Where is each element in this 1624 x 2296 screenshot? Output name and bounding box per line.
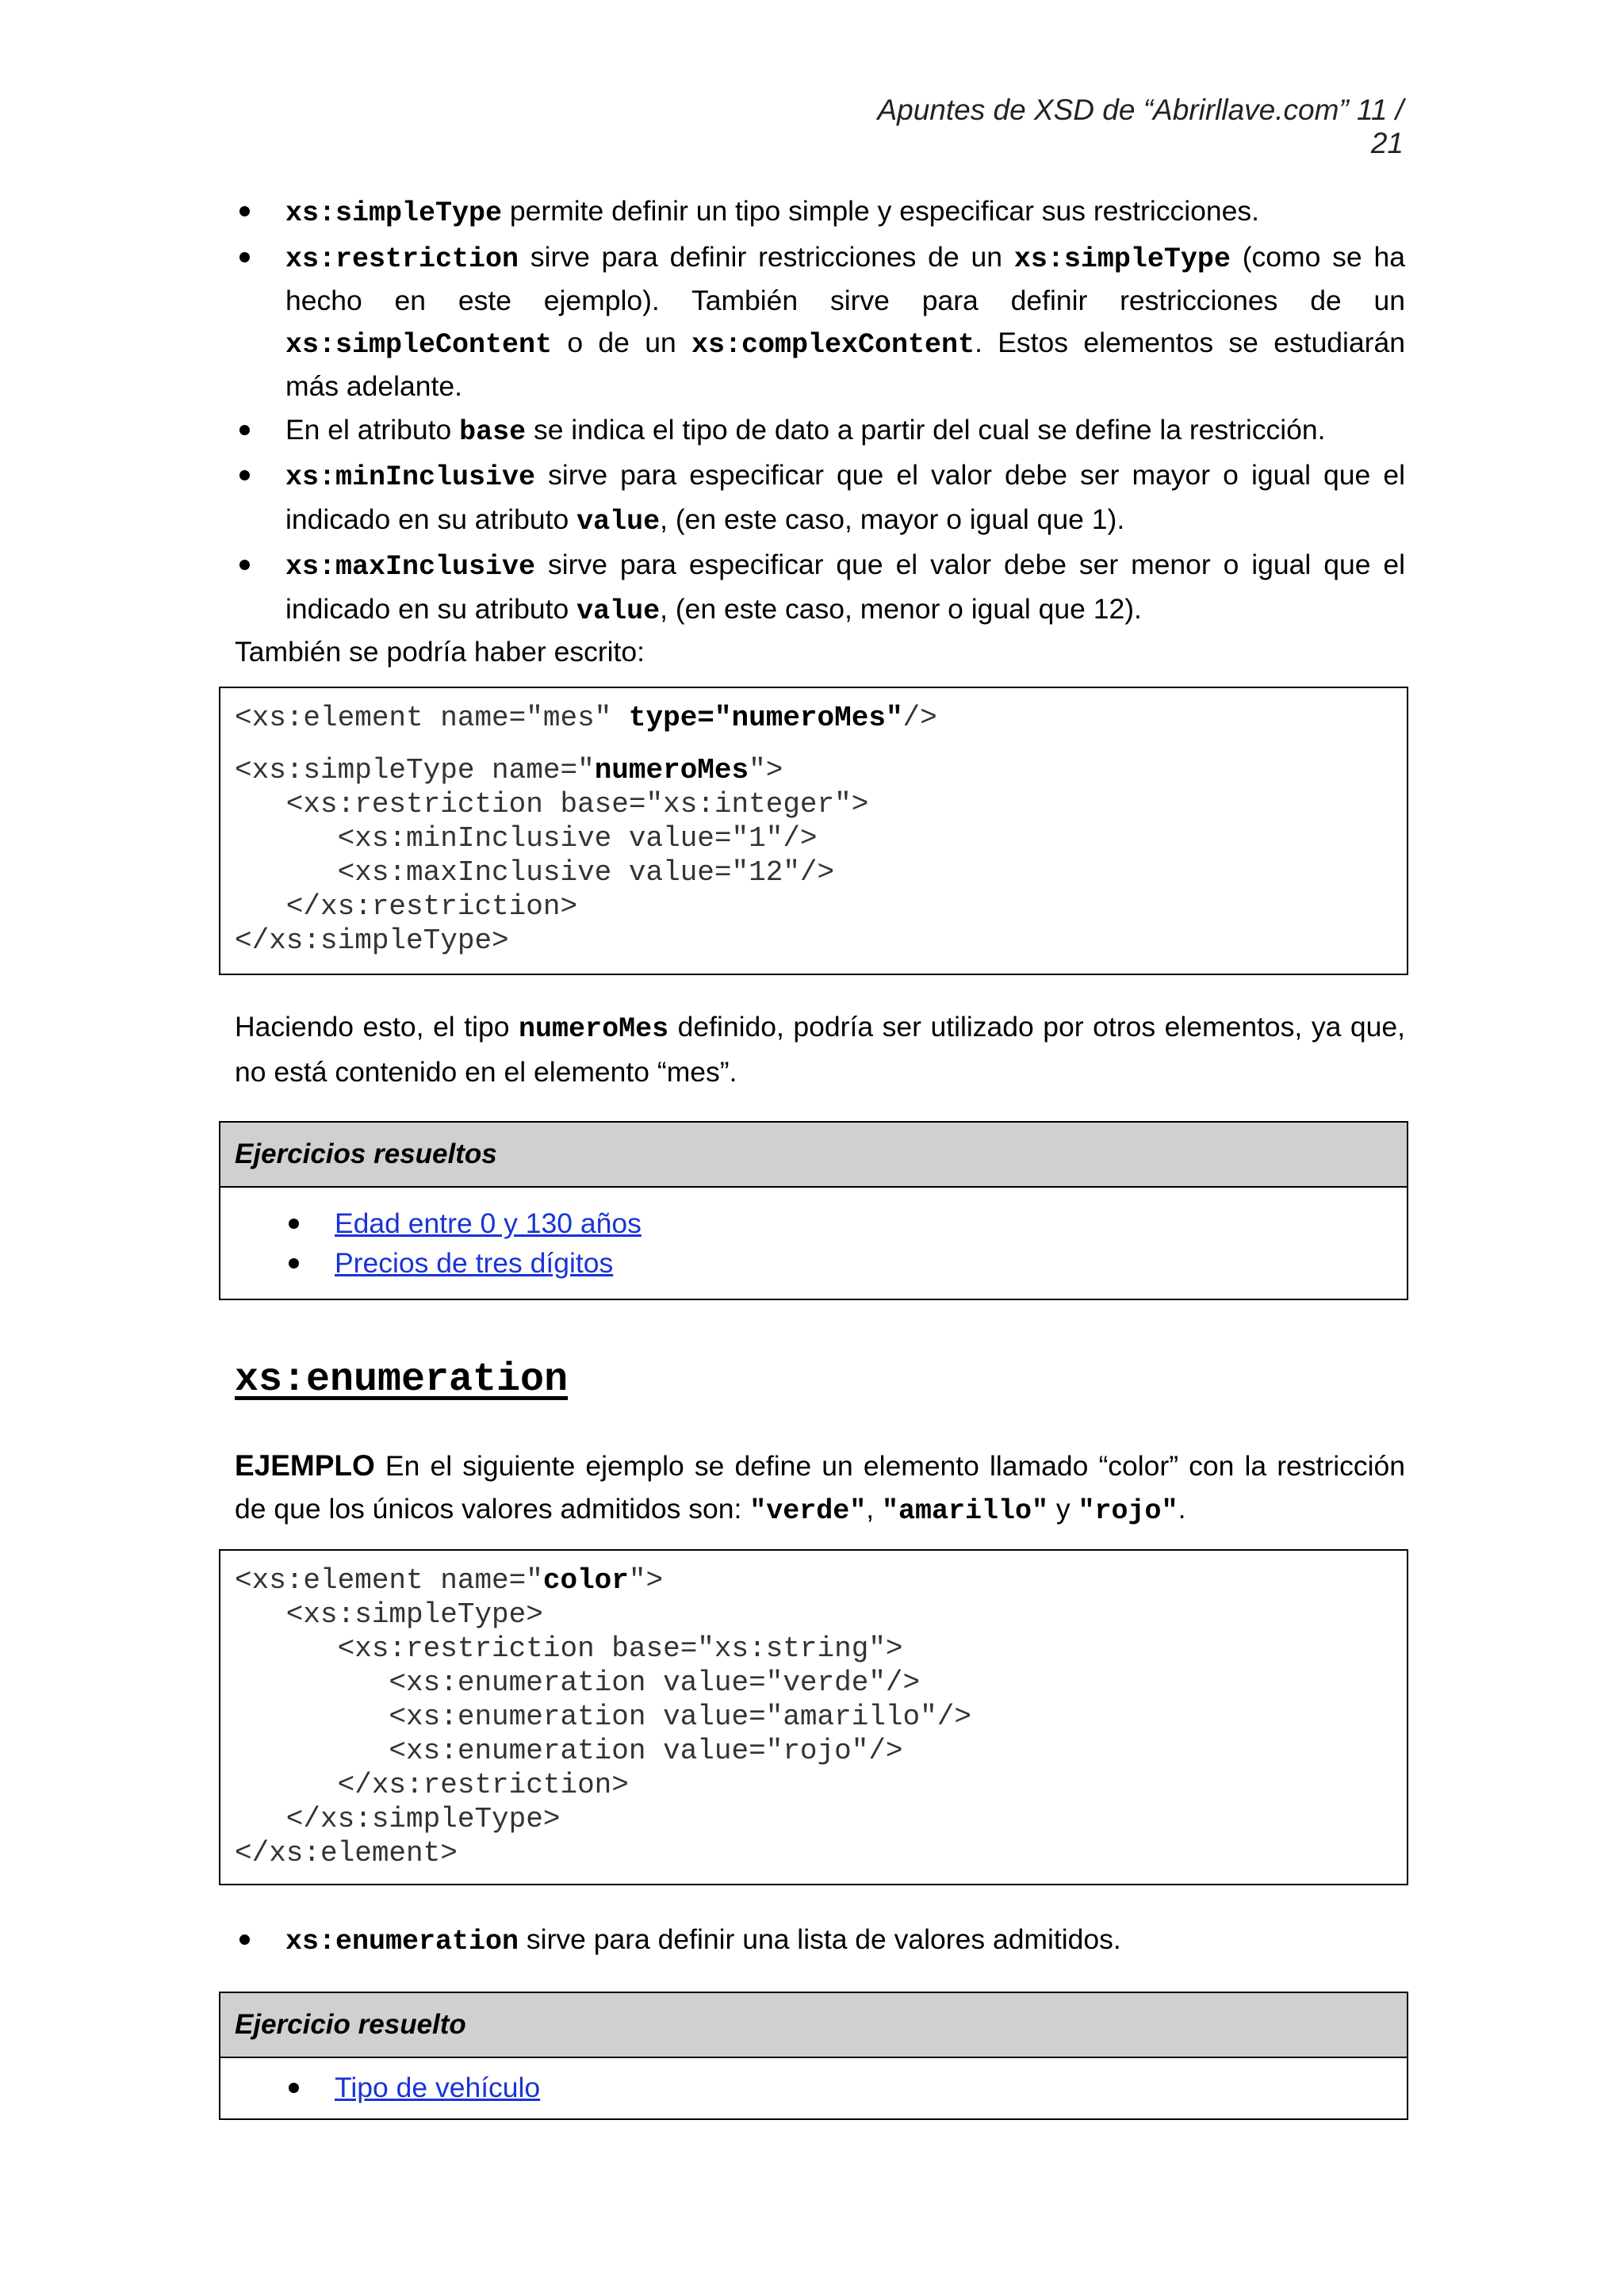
code-spacer (235, 735, 1392, 753)
code-line: <xs:restriction base="xs:string"> (235, 1632, 903, 1665)
list-item (335, 1203, 1407, 1243)
code-term: xs:complexContent (691, 328, 975, 361)
code-line: <xs:maxInclusive value="12"/> (235, 856, 835, 889)
exercise-links (220, 2068, 1407, 2107)
code-line: <xs:simpleType> (235, 1598, 543, 1631)
para-text: Haciendo esto, el tipo (235, 1011, 519, 1043)
code-line: </xs:simpleType> (235, 924, 509, 957)
code-term: xs:restriction (285, 243, 519, 275)
exercise-box (219, 1992, 1408, 2120)
code-line (235, 753, 1392, 787)
code-line: <xs:restriction base="xs:integer"> (235, 788, 869, 821)
code-term: "verde" (749, 1495, 867, 1527)
item-text: En el atributo (285, 413, 460, 446)
code-term: numeroMes (519, 1013, 669, 1045)
para-text: En el siguiente ejemplo se define un elemento llamado “color” con la restricción de que los únicos valores admitidos son: (235, 1450, 1405, 1525)
code-line: <xs:enumeration value="rojo"/> (235, 1735, 903, 1767)
para-text: . (1178, 1493, 1186, 1525)
item-text: (como se ha hecho en este ejemplo). También sirve para definir restricciones de un (285, 240, 1405, 316)
code-line: </xs:restriction> (235, 890, 578, 923)
item-text: , (en este caso, menor o igual que 12). (660, 592, 1142, 625)
exercise-box-title: Ejercicio resuelto (220, 1993, 1407, 2058)
para-text: definido, podría ser utilizado por otros elementos, ya que, no está contenido en el elemento “mes”. (235, 1011, 1405, 1088)
code-span: "> (749, 754, 783, 786)
list-item (285, 236, 1405, 408)
page-header (841, 94, 1404, 160)
item-text: sirve para especificar que el valor debe ser menor o igual que el indicado en su atributo (285, 549, 1405, 625)
section-heading: xs:enumeration (235, 1357, 569, 1402)
code-span: /> (902, 702, 937, 734)
code-term: xs:simpleType (285, 197, 503, 229)
item-text: . Estos elementos se estudiarán más adelante. (285, 326, 1405, 402)
code-term: "amarillo" (882, 1495, 1049, 1527)
code-line: </xs:simpleType> (235, 1803, 561, 1835)
code-span: <xs:element name="mes" (235, 702, 629, 734)
paragraph-ejemplo (235, 1445, 1405, 1533)
list-item (285, 454, 1405, 542)
list-item (285, 544, 1405, 632)
code-line: <xs:minInclusive value="1"/> (235, 822, 818, 855)
code-span-bold: type="numeroMes" (628, 702, 903, 734)
code-span: "> (628, 1564, 664, 1597)
exercise-link-precios[interactable]: Precios de tres dígitos (335, 1247, 614, 1279)
code-term: value (576, 595, 661, 627)
code-line (235, 1563, 1392, 1598)
paragraph-tambien: También se podría haber escrito: (235, 636, 645, 668)
code-span-bold: color (542, 1564, 629, 1597)
list-item (285, 409, 1405, 453)
code-term: xs:maxInclusive (285, 551, 536, 583)
exercise-box-body (220, 2058, 1407, 2118)
exercises-box (219, 1121, 1408, 1300)
code-line: <xs:enumeration value="amarillo"/> (235, 1701, 971, 1733)
item-text: , (en este caso, mayor o igual que 1). (660, 503, 1125, 535)
code-span: <xs:element name=" (235, 1564, 543, 1597)
exercises-box-body (220, 1188, 1407, 1294)
enumeration-list (285, 1919, 1405, 1965)
code-line (235, 701, 1392, 735)
header-page-number: 11 / 21 (1357, 94, 1404, 159)
item-text: sirve para definir una lista de valores admitidos. (519, 1923, 1121, 1955)
item-text: sirve para definir restricciones de un (519, 240, 1014, 273)
code-block-numeromes (219, 687, 1408, 975)
exercise-link-edad[interactable]: Edad entre 0 y 130 años (335, 1207, 642, 1239)
exercises-box-title: Ejercicios resueltos (220, 1123, 1407, 1188)
code-term: "rojo" (1078, 1495, 1178, 1527)
list-item (285, 190, 1405, 235)
code-term: xs:simpleType (1013, 243, 1231, 275)
code-line: </xs:restriction> (235, 1769, 629, 1801)
code-term: xs:simpleContent (285, 328, 553, 361)
item-text: o de un (552, 326, 691, 358)
example-label: EJEMPLO (235, 1449, 375, 1482)
code-line: <xs:enumeration value="verde"/> (235, 1667, 921, 1699)
code-span-bold: numeroMes (594, 754, 749, 786)
item-text: sirve para especificar que el valor debe ser mayor o igual que el indicado en su atributo (285, 459, 1405, 535)
code-line: </xs:element> (235, 1837, 458, 1869)
para-text: , (866, 1493, 882, 1525)
item-text: permite definir un tipo simple y especificar sus restricciones. (502, 195, 1259, 227)
code-term: xs:enumeration (285, 1926, 519, 1957)
code-term: value (576, 505, 661, 538)
item-text: se indica el tipo de dato a partir del cual se define la restricción. (526, 413, 1326, 446)
code-term: xs:minInclusive (285, 461, 536, 493)
code-term: base (459, 415, 527, 448)
list-item (335, 1243, 1407, 1283)
exercise-link-vehiculo[interactable]: Tipo de vehículo (335, 2072, 541, 2103)
para-text: y (1048, 1493, 1078, 1525)
list-item (285, 1919, 1405, 1963)
header-title: Apuntes de XSD de “Abrirllave.com” (877, 94, 1349, 126)
code-block-color (219, 1549, 1408, 1885)
list-item (335, 2068, 1407, 2107)
paragraph-haciendo (235, 1005, 1405, 1093)
exercise-links (220, 1203, 1407, 1283)
explanation-list (285, 190, 1405, 633)
code-span: <xs:simpleType name=" (235, 754, 595, 786)
